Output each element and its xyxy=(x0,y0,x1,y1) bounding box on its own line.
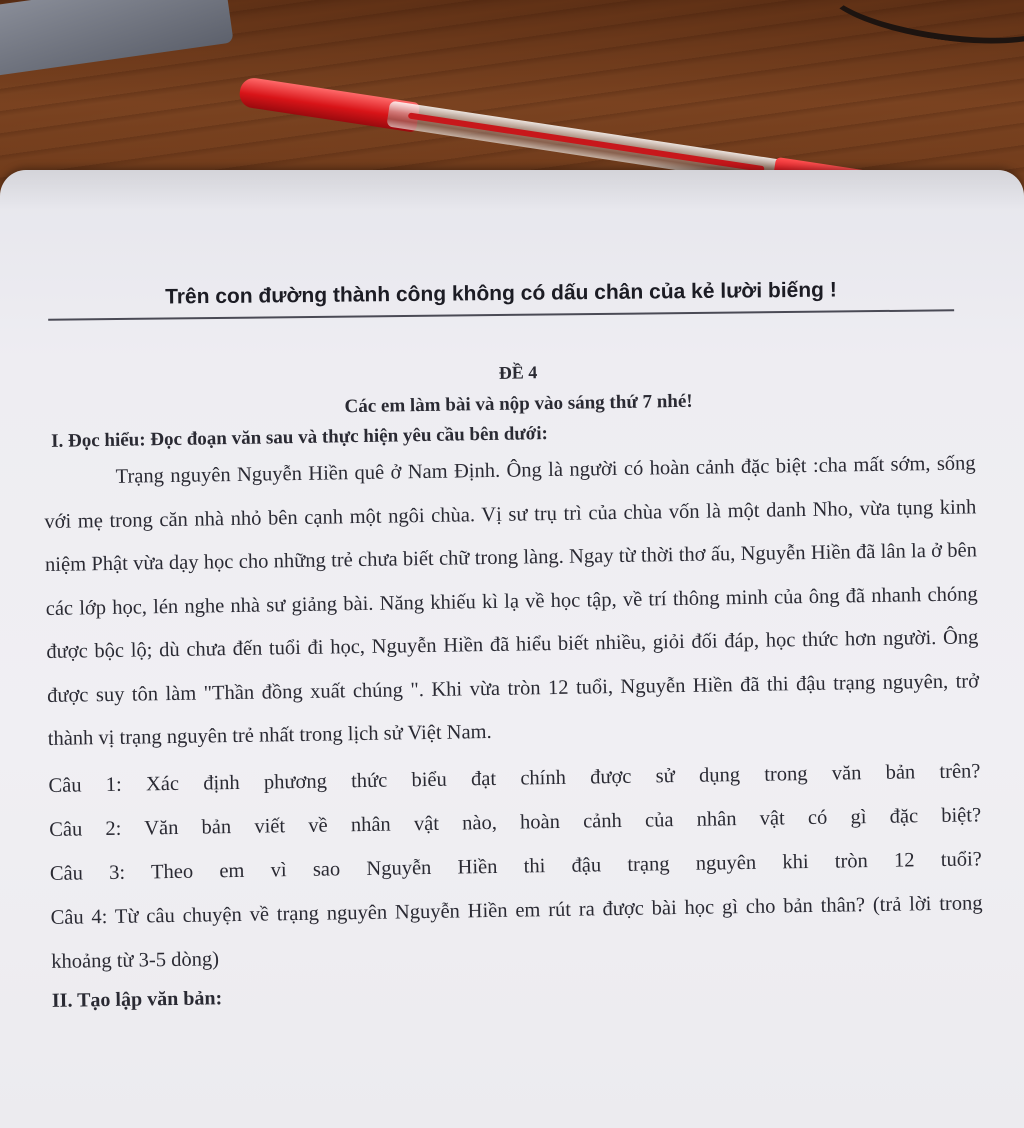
exam-sheet xyxy=(0,170,1024,1128)
cable xyxy=(820,0,1024,56)
page-header-motto: Trên con đường thành công không có dấu chân của kẻ lười biếng ! xyxy=(48,277,954,320)
exam-number: ĐỀ 4 xyxy=(498,362,538,383)
reading-passage: Trạng nguyên Nguyễn Hiền quê ở Nam Định. Ông là người có hoàn cảnh đặc biệt :cha mất sớm, sống với mẹ trong căn nhà nhỏ bên cạnh một ngôi chùa. Vị sư trụ trì của chùa vốn là một danh Nho, vừa tụng kinh niệm Phật vừa dạy học cho những trẻ chưa biết chữ trong làng. Ngay từ thời thơ ấu, Nguyễn Hiền đã lân la ở bên các lớp học, lén nghe nhà sư giảng bài. Năng khiếu kì lạ về học tập, về trí thông minh của ông đã nhanh chóng được bộc lộ; dù chưa đến tuổi đi học, Nguyễn Hiền đã hiểu biết nhiều, giỏi đối đáp, học thức hơn người. Ông được suy tôn làm "Thần đồng xuất chúng ". Khi vừa tròn 12 tuổi, Nguyễn Hiền đã thi đậu trạng nguyên, trở thành vị trạng nguyên trẻ nhất trong lịch sử Việt Nam. xyxy=(44,452,980,750)
corner-paper xyxy=(0,0,234,77)
question-1: Câu 1: Xác định phương thức biểu đạt chính được sử dụng trong văn bản trên? xyxy=(48,759,981,797)
question-3: Câu 3: Theo em vì sao Nguyễn Hiền thi đậu trạng nguyên khi tròn 12 tuổi? xyxy=(49,847,982,885)
exam-instruction: Các em làm bài và nộp vào sáng thứ 7 nhé! xyxy=(344,390,693,418)
exam-content xyxy=(42,355,984,1012)
question-4: Câu 4: Từ câu chuyện về trạng nguyên Nguyễn Hiền em rút ra được bài học gì cho bản thân? (trả lời trong khoảng từ 3-5 dòng) xyxy=(50,891,983,973)
section-reading-title: I. Đọc hiểu: Đọc đoạn văn sau và thực hiện yêu cầu bên dưới: xyxy=(50,423,549,452)
pen-ink-refill xyxy=(408,112,765,172)
section-writing-title: II. Tạo lập văn bản: xyxy=(51,986,223,1012)
question-2: Câu 2: Văn bản viết về nhân vật nào, hoàn cảnh của nhân vật có gì đặc biệt? xyxy=(49,803,982,841)
question-list xyxy=(48,749,983,984)
